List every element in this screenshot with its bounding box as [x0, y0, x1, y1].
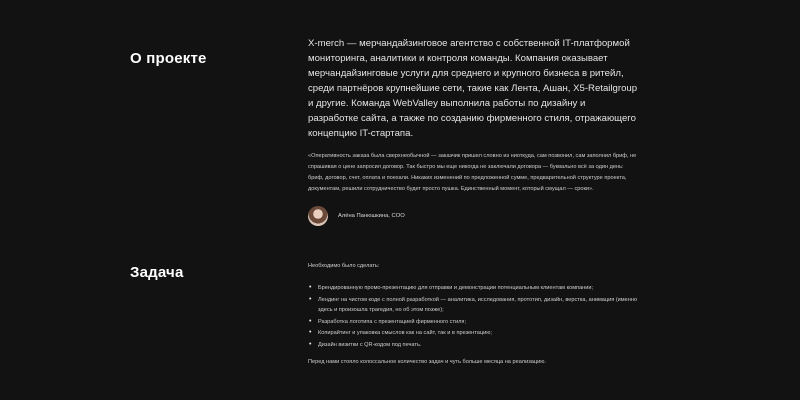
- about-section-title: О проекте: [130, 50, 207, 68]
- list-item: • Копирайтинг и упаковка смыслов как на сайт, так и в презентацию;: [308, 328, 648, 339]
- list-item: • Разработка логотипа с презентацией фирменного стиля;: [308, 317, 648, 328]
- author-name: Алёна Панюшкина, COO: [338, 213, 405, 219]
- task-outro: Перед нами стояло колоссальное количество задач и чуть больше месяца на реализацию.: [308, 359, 546, 365]
- list-item: • Дизайн визитки с QR-кодом под печать.: [308, 340, 648, 351]
- author-avatar: [308, 206, 328, 226]
- task-list: [308, 283, 648, 351]
- quote-author: [308, 206, 405, 226]
- list-item: • Лендинг на чистом коде с полной разработкой — аналитика, исследования, прототип, дизайн, верстка, анимация (именно здесь и произошла трагедия, но об этом позже);: [308, 295, 648, 316]
- task-section-title: Задача: [130, 264, 184, 281]
- list-item: • Брендированную промо-презентацию для отправки и демонстрации потенциальным клиентам компании;: [308, 283, 648, 294]
- about-description: X-merch — мерчандайзинговое агентство с собственной IT-платформой мониторинга, аналитики и контроля команды. Компания оказывает мерчандайзинговые услуги для среднего и крупного бизнеса в ритейл, среди партнёров крупнейшие сети, такие как Лента, Ашан, X5-Retailgroup и другие. Команда WebValley выполнила работы по дизайну и разработке сайта, а также по созданию фирменного стиля, отражающего концепцию IT-стартапа.: [308, 38, 638, 139]
- client-quote: «Оперативность заказа была сверхнеобычной — заказчик пришел словно из ниоткуда, сам позвонил, сам заполнил бриф, не спрашивая о цене запросил договор. Так быстро мы еще никогда не заключали договора — буквально всё за один день: бриф, договор, счет, оплата и поехали. Никаких изменений по предложенной сумме, предварительной структуре проекта, документам, решили сотрудничество будет просто пушка. Единственный момент, который смущал — сроки».: [308, 153, 637, 192]
- task-intro: Необходимо было сделать:: [308, 263, 380, 269]
